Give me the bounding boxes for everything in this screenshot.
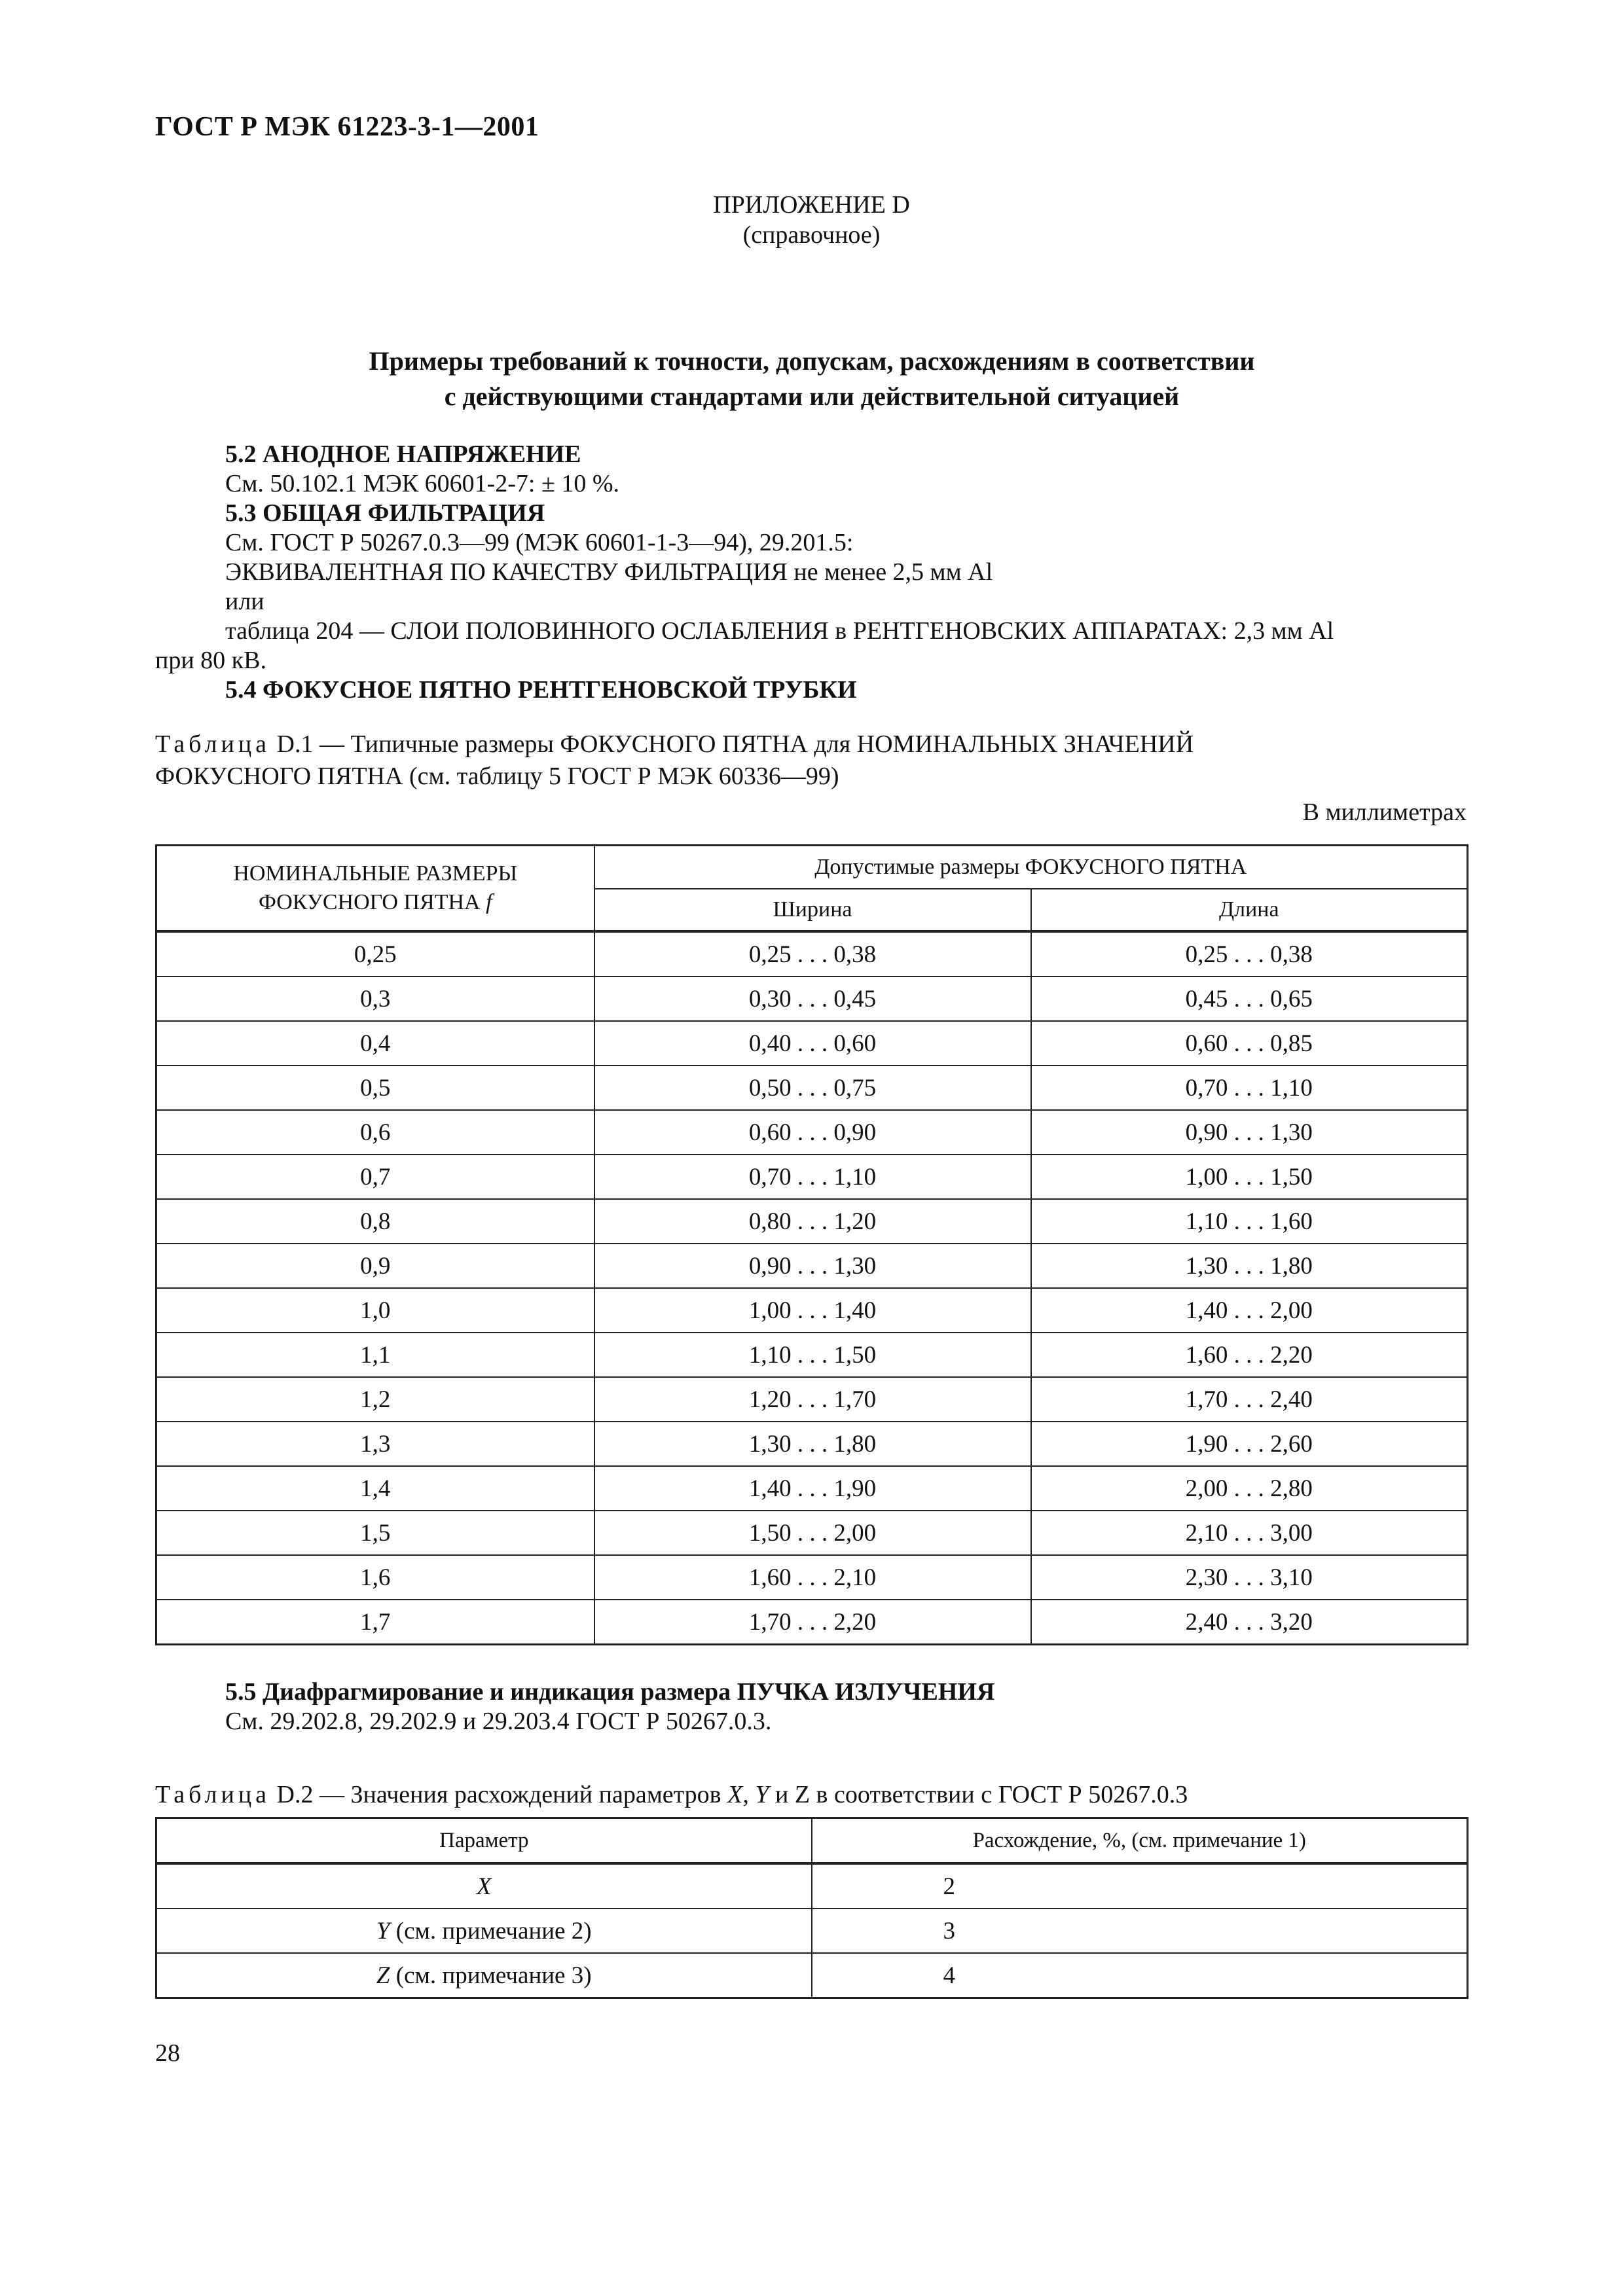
- section-5-5-heading: 5.5 Диафрагмирование и индикация размера ПУЧКА ИЗЛУЧЕНИЯ: [225, 1678, 995, 1706]
- table-row: [156, 1155, 1468, 1199]
- cell-width: 0,90 . . . 1,30: [594, 1244, 1031, 1288]
- cell-width: 0,25 . . . 0,38: [594, 931, 1031, 977]
- deviation-table-body: [156, 1863, 1468, 1998]
- main-title: [196, 344, 1427, 414]
- cell-length: 1,90 . . . 2,60: [1031, 1422, 1468, 1466]
- table2-caption-y: Y: [755, 1781, 769, 1808]
- cell-width: 1,40 . . . 1,90: [594, 1466, 1031, 1511]
- table2-caption: [155, 1779, 1467, 1811]
- cell-width: 0,50 . . . 0,75: [594, 1066, 1031, 1110]
- deviation-table: [155, 1817, 1468, 1999]
- section-5-2-heading: 5.2 АНОДНОЕ НАПРЯЖЕНИЕ: [225, 440, 581, 468]
- parameter-note: (см. примечание 3): [390, 1962, 592, 1989]
- table1-caption-label: Таблица: [155, 730, 271, 758]
- cell-nominal: 1,1: [156, 1333, 594, 1377]
- table-row: [156, 1288, 1468, 1333]
- header-nominal-line2: ФОКУСНОГО ПЯТНА: [258, 890, 481, 914]
- table2-caption-label: Таблица: [155, 1781, 271, 1808]
- table2-caption-x: X: [727, 1781, 743, 1808]
- table1-caption-line1: D.1 — Типичные размеры ФОКУСНОГО ПЯТНА для НОМИНАЛЬНЫХ ЗНАЧЕНИЙ: [270, 730, 1194, 758]
- table-row: [156, 931, 1468, 977]
- cell-deviation: 2: [812, 1863, 1468, 1909]
- sections-5-2-to-5-4: [155, 440, 1467, 705]
- table-row: [156, 1953, 1468, 1998]
- section-5-3-heading: 5.3 ОБЩАЯ ФИЛЬТРАЦИЯ: [225, 499, 545, 527]
- table-row: [156, 1199, 1468, 1244]
- cell-parameter: [156, 1953, 812, 1998]
- focal-spot-table: [155, 844, 1468, 1645]
- table-row: [156, 1422, 1468, 1466]
- main-title-line2: с действующими стандартами или действительной ситуацией: [444, 382, 1180, 411]
- header-nominal-line1: НОМИНАЛЬНЫЕ РАЗМЕРЫ: [233, 861, 518, 886]
- table2-caption-sep: ,: [742, 1781, 756, 1808]
- parameter-variable: Z: [376, 1962, 390, 1989]
- table-row: [156, 1511, 1468, 1555]
- header-nominal-var: f: [486, 890, 492, 914]
- cell-nominal: 0,3: [156, 977, 594, 1021]
- cell-nominal: 0,6: [156, 1110, 594, 1155]
- parameter-variable: X: [476, 1873, 492, 1900]
- cell-length: 1,10 . . . 1,60: [1031, 1199, 1468, 1244]
- cell-length: 2,40 . . . 3,20: [1031, 1600, 1468, 1645]
- header-parameter: Параметр: [156, 1818, 812, 1864]
- cell-width: 1,70 . . . 2,20: [594, 1600, 1031, 1645]
- cell-width: 1,00 . . . 1,40: [594, 1288, 1031, 1333]
- table-row: [156, 1863, 1468, 1909]
- cell-width: 0,30 . . . 0,45: [594, 977, 1031, 1021]
- table1-units: В миллиметрах: [1302, 798, 1467, 826]
- parameter-note: (см. примечание 2): [390, 1917, 592, 1945]
- cell-nominal: 0,5: [156, 1066, 594, 1110]
- cell-length: 1,30 . . . 1,80: [1031, 1244, 1468, 1288]
- cell-length: 0,45 . . . 0,65: [1031, 977, 1468, 1021]
- cell-length: 1,00 . . . 1,50: [1031, 1155, 1468, 1199]
- cell-nominal: 1,3: [156, 1422, 594, 1466]
- section-5-5-text: См. 29.202.8, 29.202.9 и 29.203.4 ГОСТ Р 50267.0.3.: [225, 1708, 772, 1735]
- cell-length: 0,70 . . . 1,10: [1031, 1066, 1468, 1110]
- table-row: [156, 1333, 1468, 1377]
- cell-length: 2,10 . . . 3,00: [1031, 1511, 1468, 1555]
- main-title-line1: Примеры требований к точности, допускам, расхождениям в соответствии: [369, 346, 1255, 376]
- appendix-subtitle: (справочное): [742, 221, 881, 249]
- table-row: [156, 1555, 1468, 1600]
- table-row: [156, 1021, 1468, 1066]
- cell-nominal: 1,6: [156, 1555, 594, 1600]
- cell-length: 0,25 . . . 0,38: [1031, 931, 1468, 977]
- cell-width: 0,60 . . . 0,90: [594, 1110, 1031, 1155]
- table-row: [156, 1466, 1468, 1511]
- document-header: ГОСТ Р МЭК 61223-3-1—2001: [155, 112, 539, 142]
- cell-nominal: 1,0: [156, 1288, 594, 1333]
- section-5-3-line5: при 80 кВ.: [155, 647, 266, 674]
- cell-length: 2,00 . . . 2,80: [1031, 1466, 1468, 1511]
- appendix-label: ПРИЛОЖЕНИЕ D: [713, 191, 910, 219]
- table1-caption-line2: ФОКУСНОГО ПЯТНА (см. таблицу 5 ГОСТ Р МЭК 60336—99): [155, 762, 839, 790]
- section-5-2-text: См. 50.102.1 МЭК 60601-2-7: ± 10 %.: [225, 470, 619, 497]
- cell-width: 1,10 . . . 1,50: [594, 1333, 1031, 1377]
- cell-length: 1,60 . . . 2,20: [1031, 1333, 1468, 1377]
- cell-length: 2,30 . . . 3,10: [1031, 1555, 1468, 1600]
- cell-nominal: 1,5: [156, 1511, 594, 1555]
- header-width: Ширина: [594, 889, 1031, 931]
- cell-width: 0,40 . . . 0,60: [594, 1021, 1031, 1066]
- section-5-3-line3: или: [225, 588, 264, 615]
- table-row: [156, 1377, 1468, 1422]
- table-row: [156, 977, 1468, 1021]
- table2-caption-part1: D.2 — Значения расхождений параметров: [270, 1781, 728, 1808]
- cell-nominal: 0,25: [156, 931, 594, 977]
- cell-parameter: [156, 1863, 812, 1909]
- cell-nominal: 0,7: [156, 1155, 594, 1199]
- table2-caption-part2: в соответствии с ГОСТ Р 50267.0.3: [810, 1781, 1188, 1808]
- cell-width: 1,60 . . . 2,10: [594, 1555, 1031, 1600]
- focal-spot-table-body: [156, 931, 1468, 1645]
- cell-width: 1,30 . . . 1,80: [594, 1422, 1031, 1466]
- table-row: [156, 1909, 1468, 1953]
- table-row: [156, 1244, 1468, 1288]
- cell-nominal: 0,8: [156, 1199, 594, 1244]
- header-deviation: Расхождение, %, (см. примечание 1): [812, 1818, 1468, 1864]
- section-5-4-heading: 5.4 ФОКУСНОЕ ПЯТНО РЕНТГЕНОВСКОЙ ТРУБКИ: [225, 676, 857, 704]
- section-5-3-line4: таблица 204 — СЛОИ ПОЛОВИННОГО ОСЛАБЛЕНИЯ в РЕНТГЕНОВСКИХ АППАРАТАХ: 2,3 мм Al: [225, 617, 1334, 645]
- cell-width: 0,70 . . . 1,10: [594, 1155, 1031, 1199]
- cell-length: 1,70 . . . 2,40: [1031, 1377, 1468, 1422]
- cell-nominal: 0,9: [156, 1244, 594, 1288]
- section-5-3-line1: См. ГОСТ Р 50267.0.3—99 (МЭК 60601-1-3—94), 29.201.5:: [225, 529, 854, 556]
- header-allowed: Допустимые размеры ФОКУСНОГО ПЯТНА: [594, 846, 1468, 889]
- table2-caption-and: и: [769, 1781, 795, 1808]
- cell-nominal: 1,7: [156, 1600, 594, 1645]
- page-number: 28: [155, 2039, 180, 2067]
- header-length: Длина: [1031, 889, 1468, 931]
- section-5-3-line2: ЭКВИВАЛЕНТНАЯ ПО КАЧЕСТВУ ФИЛЬТРАЦИЯ не менее 2,5 мм Al: [225, 558, 993, 586]
- cell-width: 1,20 . . . 1,70: [594, 1377, 1031, 1422]
- cell-length: 0,90 . . . 1,30: [1031, 1110, 1468, 1155]
- table-row: [156, 1066, 1468, 1110]
- table-row: [156, 1110, 1468, 1155]
- section-5-5: [155, 1677, 1467, 1736]
- cell-nominal: 1,4: [156, 1466, 594, 1511]
- appendix-title: [0, 190, 1623, 250]
- cell-width: 1,50 . . . 2,00: [594, 1511, 1031, 1555]
- table-row: [156, 1600, 1468, 1645]
- cell-deviation: 4: [812, 1953, 1468, 1998]
- table1-caption: [155, 728, 1467, 793]
- header-nominal: [156, 846, 594, 932]
- cell-length: 0,60 . . . 0,85: [1031, 1021, 1468, 1066]
- cell-length: 1,40 . . . 2,00: [1031, 1288, 1468, 1333]
- table2-caption-z: Z: [794, 1781, 811, 1808]
- parameter-variable: Y: [376, 1917, 390, 1945]
- cell-parameter: [156, 1909, 812, 1953]
- cell-nominal: 0,4: [156, 1021, 594, 1066]
- cell-deviation: 3: [812, 1909, 1468, 1953]
- cell-nominal: 1,2: [156, 1377, 594, 1422]
- cell-width: 0,80 . . . 1,20: [594, 1199, 1031, 1244]
